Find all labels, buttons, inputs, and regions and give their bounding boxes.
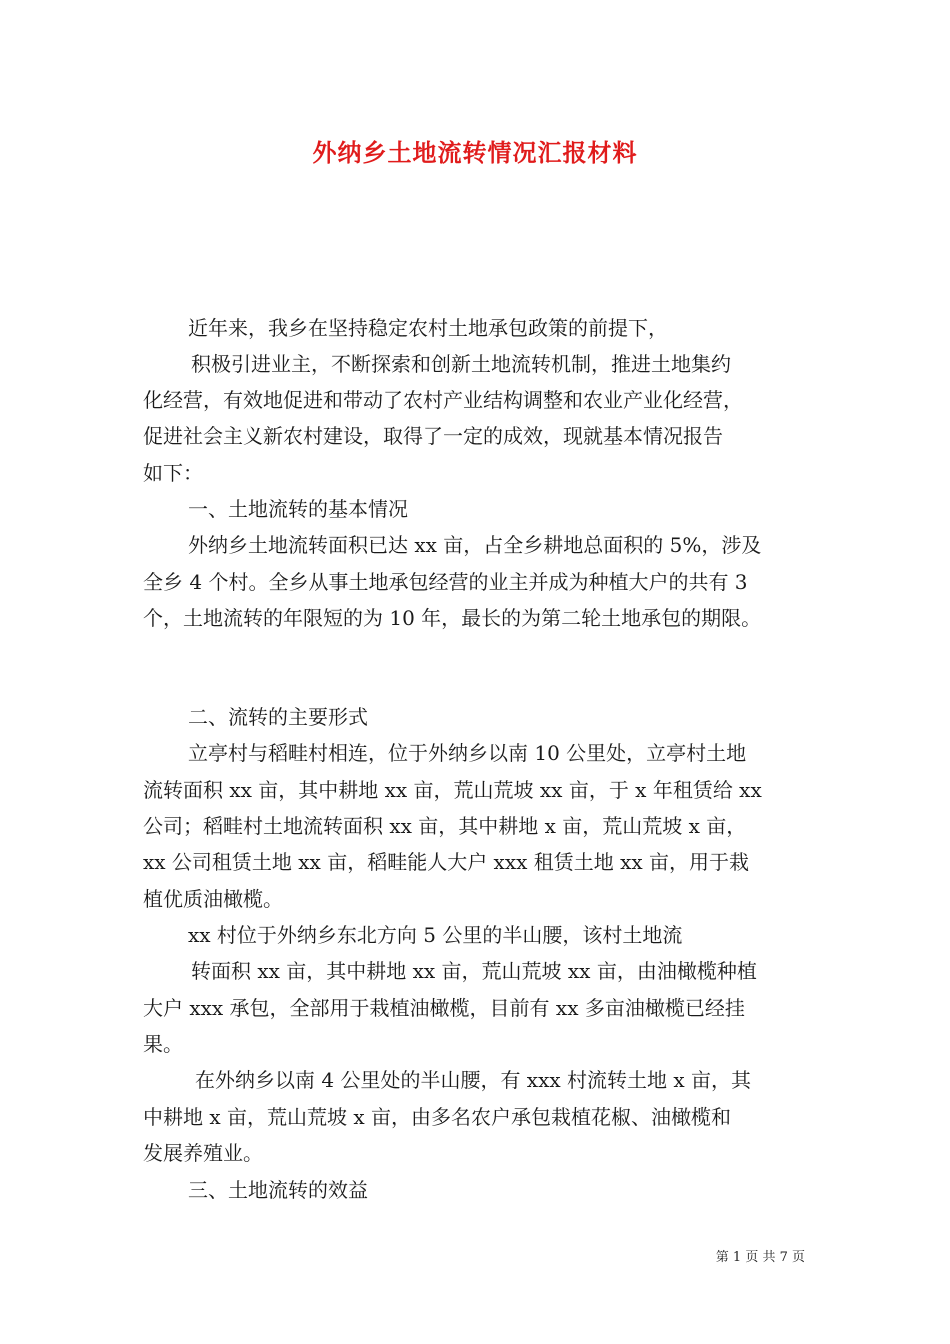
section-heading: 二、流转的主要形式 [188, 705, 368, 729]
body-line: 转面积 xx 亩，其中耕地 xx 亩，荒山荒坡 xx 亩，由油橄榄种植 [191, 959, 757, 983]
section-heading: 一、土地流转的基本情况 [188, 497, 408, 521]
body-line: 大户 xxx 承包，全部用于栽植油橄榄，目前有 xx 多亩油橄榄已经挂 [143, 996, 745, 1020]
body-line: xx 公司租赁土地 xx 亩，稻畦能人大户 xxx 租赁土地 xx 亩，用于栽 [143, 850, 750, 874]
body-line: 全乡 4 个村。全乡从事土地承包经营的业主并成为种植大户的共有 3 [143, 570, 748, 594]
body-line: 个，土地流转的年限短的为 10 年，最长的为第二轮土地承包的期限。 [143, 606, 762, 630]
body-line: 外纳乡土地流转面积已达 xx 亩，占全乡耕地总面积的 5%，涉及 [188, 533, 762, 557]
body-line: 植优质油橄榄。 [143, 887, 283, 911]
body-line: 立亭村与稻畦村相连，位于外纳乡以南 10 公里处，立亭村土地 [188, 741, 747, 765]
page-title: 外纳乡土地流转情况汇报材料 [312, 138, 638, 167]
body-line: xx 村位于外纳乡东北方向 5 公里的半山腰，该村土地流 [188, 923, 683, 947]
body-line: 流转面积 xx 亩，其中耕地 xx 亩，荒山荒坡 xx 亩，于 x 年租赁给 xx [143, 778, 762, 802]
body-line: 化经营，有效地促进和带动了农村产业结构调整和农业产业化经营， [143, 388, 743, 412]
body-line: 促进社会主义新农村建设，取得了一定的成效，现就基本情况报告 [143, 424, 723, 448]
body-line: 积极引进业主，不断探索和创新土地流转机制，推进土地集约 [191, 352, 731, 376]
page-indicator: 第 1 页 共 7 页 [715, 1250, 805, 1265]
body-line: 中耕地 x 亩，荒山荒坡 x 亩，由多名农户承包栽植花椒、油橄榄和 [143, 1105, 731, 1129]
body-line: 如下： [143, 461, 203, 485]
body-line: 发展养殖业。 [143, 1141, 263, 1165]
body-line: 公司；稻畦村土地流转面积 xx 亩，其中耕地 x 亩，荒山荒坡 x 亩， [143, 814, 747, 838]
body-line: 近年来，我乡在坚持稳定农村土地承包政策的前提下， [188, 316, 668, 340]
body-line: 在外纳乡以南 4 公里处的半山腰，有 xxx 村流转土地 x 亩，其 [195, 1068, 751, 1092]
section-heading: 三、土地流转的效益 [188, 1178, 368, 1202]
body-line: 果。 [143, 1032, 183, 1056]
